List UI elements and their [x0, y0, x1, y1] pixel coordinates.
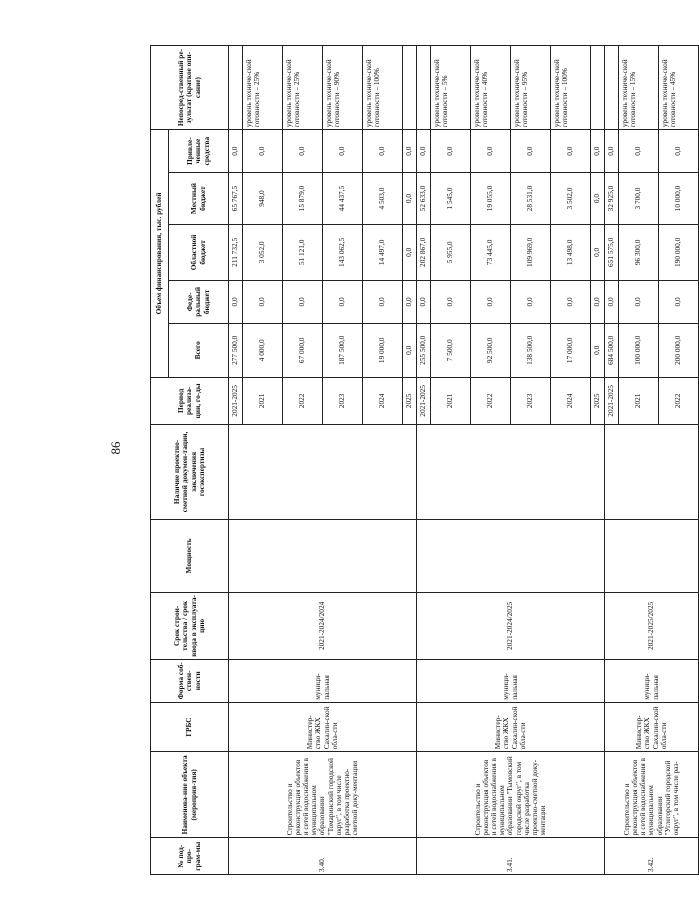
- local-cell: 44 437,5: [323, 173, 363, 225]
- power-cell: [417, 519, 605, 592]
- psd-cell: [229, 425, 417, 520]
- local-cell: 10 000,0: [659, 173, 699, 225]
- regional-cell: 96 300,0: [619, 224, 659, 280]
- result-cell: уровень техниче-ской готовности – 25%: [243, 46, 283, 130]
- period-cell: 2024: [363, 377, 403, 424]
- result-cell: [229, 46, 243, 130]
- regional-cell: 13 498,0: [551, 224, 591, 280]
- result-cell: уровень техниче-ской готовности – 25%: [283, 46, 323, 130]
- program-table: [150, 45, 699, 875]
- federal-cell: 0,0: [431, 280, 471, 323]
- total-cell: 92 500,0: [471, 323, 511, 377]
- header-term: Срок строи-тельства / срок ввода в эксплуата-цию: [151, 593, 229, 660]
- period-cell: 2023: [511, 377, 551, 424]
- regional-cell: 5 955,0: [431, 224, 471, 280]
- attracted-cell: 0,0: [659, 130, 699, 173]
- federal-cell: 0,0: [471, 280, 511, 323]
- grbs-cell: Министер-ство ЖКХ Сахалин-ской обла-сти: [417, 702, 605, 752]
- local-cell: 4 503,0: [363, 173, 403, 225]
- result-cell: уровень техниче-ской готовности – 45%: [659, 46, 699, 130]
- result-cell: [605, 46, 619, 130]
- regional-cell: 143 062,5: [323, 224, 363, 280]
- total-cell: 200 000,0: [659, 323, 699, 377]
- regional-cell: 190 000,0: [659, 224, 699, 280]
- local-cell: 32 925,0: [605, 173, 619, 225]
- total-cell: 100 000,0: [619, 323, 659, 377]
- total-cell: 187 500,0: [323, 323, 363, 377]
- result-cell: [591, 46, 605, 130]
- attracted-cell: 0,0: [243, 130, 283, 173]
- local-cell: 65 767,5: [229, 173, 243, 225]
- total-cell: 17 000,0: [551, 323, 591, 377]
- federal-cell: 0,0: [283, 280, 323, 323]
- period-cell: 2022: [471, 377, 511, 424]
- header-funding-group: Объем финансирования, тыс. рублей: [151, 130, 169, 378]
- result-cell: [403, 46, 417, 130]
- header-local: Местный бюджет: [169, 173, 229, 225]
- federal-cell: 0,0: [243, 280, 283, 323]
- local-cell: 3 502,0: [551, 173, 591, 225]
- local-cell: 28 531,0: [511, 173, 551, 225]
- attracted-cell: 0,0: [431, 130, 471, 173]
- attracted-cell: 0,0: [551, 130, 591, 173]
- result-cell: уровень техниче-ской готовности – 100%: [363, 46, 403, 130]
- construction-term: 2021-2024/2024: [229, 593, 417, 660]
- federal-cell: 0,0: [605, 280, 619, 323]
- local-cell: 15 879,0: [283, 173, 323, 225]
- local-cell: 948,0: [243, 173, 283, 225]
- regional-cell: 3 052,0: [243, 224, 283, 280]
- period-cell: 2023: [323, 377, 363, 424]
- attracted-cell: 0,0: [417, 130, 431, 173]
- psd-cell: [417, 425, 605, 520]
- total-cell: 255 500,0: [417, 323, 431, 377]
- attracted-cell: 0,0: [229, 130, 243, 173]
- federal-cell: 0,0: [417, 280, 431, 323]
- row-number: 3.41.: [417, 838, 605, 875]
- header-psd: Наличие проектно-сметной докумен-тации, заключения госэкспертизы: [151, 425, 229, 520]
- result-cell: уровень техниче-ской готовности – 40%: [471, 46, 511, 130]
- period-cell: 2021: [431, 377, 471, 424]
- federal-cell: 0,0: [229, 280, 243, 323]
- header-power: Мощность: [151, 519, 229, 592]
- total-cell: 277 500,0: [229, 323, 243, 377]
- total-cell: 67 000,0: [283, 323, 323, 377]
- federal-cell: 0,0: [551, 280, 591, 323]
- ownership-form: муници-пальная: [229, 659, 417, 702]
- header-name: Наименова-ние объекта (мероприя-тия): [151, 752, 229, 838]
- local-cell: 19 055,0: [471, 173, 511, 225]
- result-cell: уровень техниче-ской готовности – 15%: [619, 46, 659, 130]
- ownership-form: муници-пальная: [417, 659, 605, 702]
- result-cell: [417, 46, 431, 130]
- regional-cell: 0,0: [403, 224, 417, 280]
- period-cell: 2021: [619, 377, 659, 424]
- local-cell: 3 700,0: [619, 173, 659, 225]
- attracted-cell: 0,0: [605, 130, 619, 173]
- page-number: 86: [108, 441, 123, 455]
- result-cell: уровень техниче-ской готовности – 5%: [431, 46, 471, 130]
- regional-cell: 73 445,0: [471, 224, 511, 280]
- regional-cell: 51 121,0: [283, 224, 323, 280]
- local-cell: 52 633,0: [417, 173, 431, 225]
- object-name: Строительство и реконструкция объектов и сетей водоснабжения в муниципальном образовании "Томаринский городской округ", в том числе разработка проектно-сметной доку-ментации: [229, 752, 417, 838]
- row-number: 3.42.: [605, 838, 699, 875]
- total-cell: 7 500,0: [431, 323, 471, 377]
- total-cell: 138 500,0: [511, 323, 551, 377]
- result-cell: уровень техниче-ской готовности – 100%: [551, 46, 591, 130]
- table-body: [229, 46, 699, 875]
- federal-cell: 0,0: [403, 280, 417, 323]
- header-form: Форма соб-ствен-ности: [151, 659, 229, 702]
- result-cell: уровень техниче-ской готовности – 95%: [511, 46, 551, 130]
- header-period: Период реализа-ции, го-ды: [151, 377, 229, 424]
- header-attracted: Привле-ченные средства: [169, 130, 229, 173]
- federal-cell: 0,0: [591, 280, 605, 323]
- header-total: Всего: [169, 323, 229, 377]
- period-cell: 2021-2025: [417, 377, 431, 424]
- power-cell: [229, 519, 417, 592]
- grbs-cell: Министер-ство ЖКХ Сахалин-ской обла-сти: [605, 702, 699, 752]
- local-cell: 0,0: [591, 173, 605, 225]
- local-cell: 0,0: [403, 173, 417, 225]
- object-name: Строительство и реконструкция объектов и сетей водоснабжения в муниципальном образовании "Тымовский городской округ", в том числе разработка проектно-сметной доку-ментации: [417, 752, 605, 838]
- total-cell: 19 000,0: [363, 323, 403, 377]
- attracted-cell: 0,0: [471, 130, 511, 173]
- object-name: Строительство и реконструкция объектов и сетей водоснабжения в муниципальном образовании "Углегорский городской округ", в том числе раз-: [605, 752, 699, 838]
- total-cell: 684 500,0: [605, 323, 619, 377]
- header-grbs: ГРБС: [151, 702, 229, 752]
- period-cell: 2021-2025: [605, 377, 619, 424]
- attracted-cell: 0,0: [283, 130, 323, 173]
- federal-cell: 0,0: [363, 280, 403, 323]
- row-number: 3.40.: [229, 838, 417, 875]
- construction-term: 2021-2025/2025: [605, 593, 699, 660]
- attracted-cell: 0,0: [591, 130, 605, 173]
- federal-cell: 0,0: [619, 280, 659, 323]
- construction-term: 2021-2024/2025: [417, 593, 605, 660]
- psd-cell: [605, 425, 699, 520]
- period-cell: 2021-2025: [229, 377, 243, 424]
- regional-cell: 211 732,5: [229, 224, 243, 280]
- attracted-cell: 0,0: [363, 130, 403, 173]
- regional-cell: 202 867,0: [417, 224, 431, 280]
- grbs-cell: Министер-ство ЖКХ Сахалин-ской обла-сти: [229, 702, 417, 752]
- table-row: [605, 46, 619, 875]
- ownership-form: муници-пальная: [605, 659, 699, 702]
- header-num: № под-про-грам-мы: [151, 838, 229, 875]
- header-regional: Областной бюджет: [169, 224, 229, 280]
- total-cell: 0,0: [403, 323, 417, 377]
- power-cell: [605, 519, 699, 592]
- attracted-cell: 0,0: [511, 130, 551, 173]
- result-cell: уровень техниче-ской готовности – 90%: [323, 46, 363, 130]
- regional-cell: 14 497,0: [363, 224, 403, 280]
- table-row: [229, 46, 243, 875]
- program-table-sheet: [150, 45, 690, 875]
- total-cell: 4 000,0: [243, 323, 283, 377]
- federal-cell: 0,0: [659, 280, 699, 323]
- federal-cell: 0,0: [323, 280, 363, 323]
- attracted-cell: 0,0: [323, 130, 363, 173]
- header-result: Непосред-ственный ре-зультат (краткое опи-сание): [151, 46, 229, 130]
- local-cell: 1 545,0: [431, 173, 471, 225]
- period-cell: 2022: [659, 377, 699, 424]
- regional-cell: 109 969,0: [511, 224, 551, 280]
- period-cell: 2021: [243, 377, 283, 424]
- header-federal: Феде-ральный бюджет: [169, 280, 229, 323]
- regional-cell: 0,0: [591, 224, 605, 280]
- period-cell: 2025: [591, 377, 605, 424]
- total-cell: 0,0: [591, 323, 605, 377]
- period-cell: 2025: [403, 377, 417, 424]
- period-cell: 2022: [283, 377, 323, 424]
- table-row: [417, 46, 431, 875]
- attracted-cell: 0,0: [403, 130, 417, 173]
- attracted-cell: 0,0: [619, 130, 659, 173]
- federal-cell: 0,0: [511, 280, 551, 323]
- regional-cell: 651 575,0: [605, 224, 619, 280]
- period-cell: 2024: [551, 377, 591, 424]
